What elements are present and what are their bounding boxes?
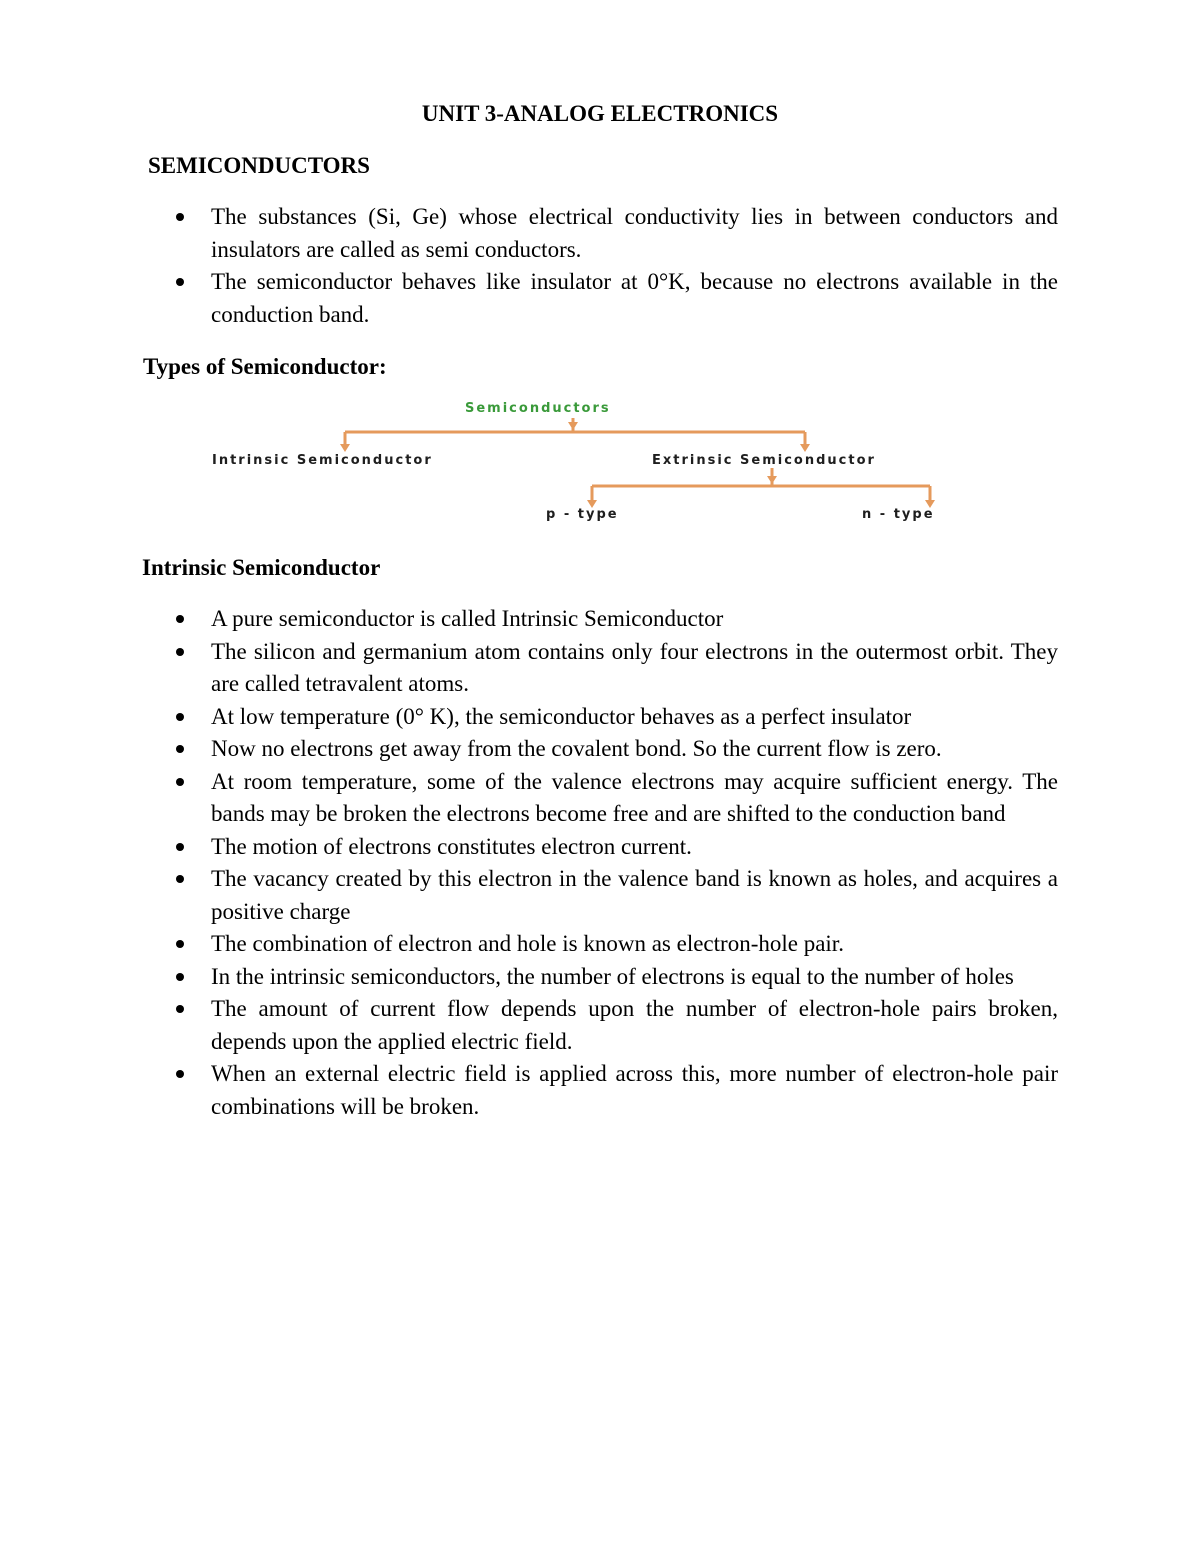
diagram-root-label: Semiconductors — [465, 401, 611, 416]
list-item-text: At low temperature (0° K), the semiconductor behaves as a perfect insulator — [211, 703, 912, 729]
arrowhead-intrinsic — [340, 444, 350, 452]
list-item — [170, 201, 1058, 266]
list-item — [170, 766, 1058, 831]
bullet-icon — [176, 648, 184, 656]
list-item — [170, 928, 1058, 961]
diagram-intrinsic-label: Intrinsic Semiconductor — [212, 453, 433, 468]
list-item-text: A pure semiconductor is called Intrinsic Semiconductor — [211, 606, 724, 631]
bullet-icon — [176, 615, 184, 623]
semiconductors-bullet-list — [170, 201, 1058, 331]
semiconductors-heading: SEMICONDUCTORS — [148, 153, 370, 178]
list-item — [170, 1058, 1058, 1123]
intrinsic-bullet-list — [170, 603, 1058, 1123]
list-item — [170, 993, 1058, 1058]
bullet-icon — [176, 1070, 184, 1078]
list-item-text: The semiconductor behaves like insulator at 0°K, because no electrons available in the conduction band. — [211, 269, 1058, 327]
list-item — [170, 266, 1058, 331]
list-item — [170, 636, 1058, 701]
list-item — [170, 831, 1058, 864]
list-item — [170, 863, 1058, 928]
list-item-text: The motion of electrons constitutes electron current. — [211, 833, 692, 859]
intrinsic-heading: Intrinsic Semiconductor — [142, 555, 381, 580]
diagram-n-type-label: n - type — [862, 507, 935, 522]
semiconductor-types-diagram — [200, 392, 980, 532]
list-item — [170, 961, 1058, 994]
bullet-icon — [176, 940, 184, 948]
bullet-icon — [176, 713, 184, 721]
list-item — [170, 701, 1058, 734]
list-item — [170, 603, 1058, 636]
arrowhead-root — [568, 422, 578, 430]
bullet-icon — [176, 278, 184, 286]
arrowhead-extrinsic — [800, 444, 810, 452]
arrowhead-extrinsic-down — [767, 476, 777, 484]
list-item-text: At room temperature, some of the valence electrons may acquire sufficient energy. The bands may be broken the electrons become free and are shifted to the conduction band — [211, 768, 1058, 826]
diagram-extrinsic-label: Extrinsic Semiconductor — [652, 453, 876, 468]
list-item-text: The vacancy created by this electron in the valence band is known as holes, and acquires a positive charge — [211, 866, 1058, 924]
bullet-icon — [176, 1005, 184, 1013]
types-heading: Types of Semiconductor: — [143, 354, 387, 379]
list-item-text: The combination of electron and hole is known as electron-hole pair. — [211, 931, 844, 956]
bullet-icon — [176, 843, 184, 851]
list-item — [170, 733, 1058, 766]
bullet-icon — [176, 778, 184, 786]
list-item-text: Now no electrons get away from the covalent bond. So the current flow is zero. — [211, 736, 942, 761]
page-title: UNIT 3-ANALOG ELECTRONICS — [421, 101, 779, 126]
list-item-text: The substances (Si, Ge) whose electrical conductivity lies in between conductors and insulators are called as semi conductors. — [211, 204, 1058, 262]
bullet-icon — [176, 213, 184, 221]
bullet-icon — [176, 745, 184, 753]
list-item-text: The amount of current flow depends upon the number of electron-hole pairs broken, depends upon the applied electric field. — [211, 996, 1058, 1054]
diagram-p-type-label: p - type — [546, 507, 619, 522]
bullet-icon — [176, 973, 184, 981]
list-item-text: When an external electric field is applied across this, more number of electron-hole pair combinations will be broken. — [211, 1061, 1058, 1119]
bullet-icon — [176, 875, 184, 883]
list-item-text: The silicon and germanium atom contains only four electrons in the outermost orbit. They are called tetravalent atoms. — [211, 638, 1058, 696]
list-item-text: In the intrinsic semiconductors, the number of electrons is equal to the number of holes — [211, 963, 1014, 989]
diagram-svg — [200, 392, 980, 532]
